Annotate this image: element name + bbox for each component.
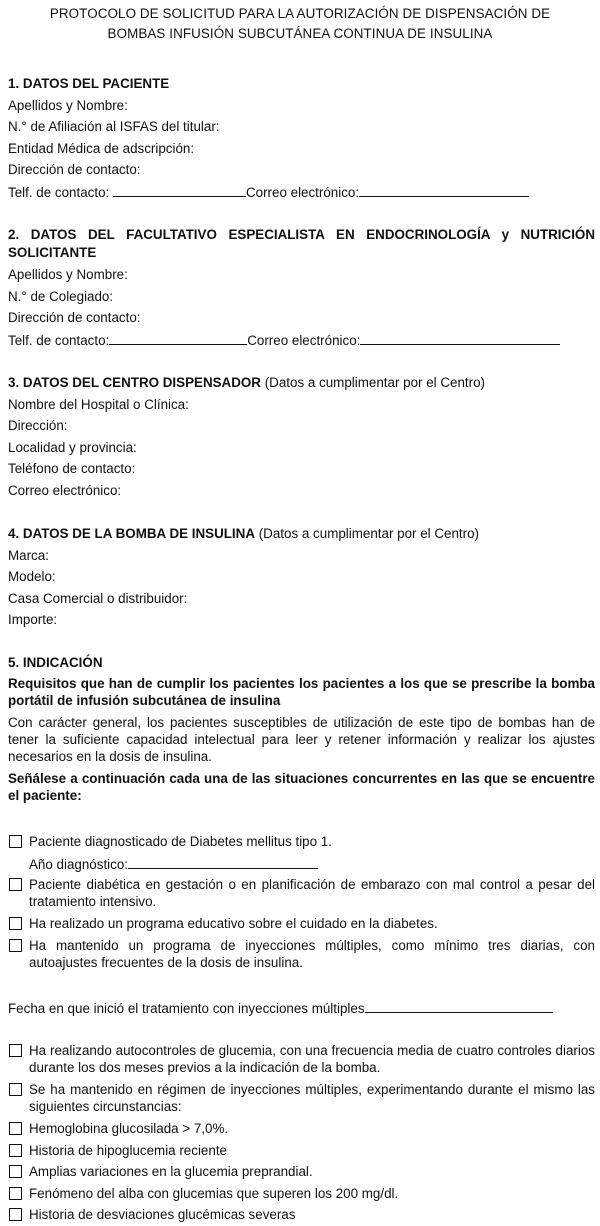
check-hba1c-label: Hemoglobina glucosilada > 7,0%. bbox=[29, 1121, 229, 1136]
check-dawn-phenomenon-label: Fenómeno del alba con glucemias que superen los 200 mg/dl. bbox=[29, 1186, 399, 1201]
patient-name-label: Apellidos y Nombre: bbox=[8, 98, 128, 113]
doctor-phone-label: Telf. de contacto: bbox=[8, 333, 110, 348]
section-5-heading: 5. INDICACIÓN bbox=[8, 655, 103, 670]
check-preprandial-variation[interactable] bbox=[9, 1165, 22, 1178]
section-4-heading-row bbox=[8, 525, 479, 542]
section-3-heading: 3. DATOS DEL CENTRO DISPENSADOR bbox=[8, 375, 261, 390]
check-glucose-self-monitoring-label: Ha realizando autocontroles de glucemia, con una frecuencia media de cuatro controles diarios durante los dos meses previos a la indicación de la bomba. bbox=[29, 1043, 595, 1076]
check-multiple-injection-regime[interactable] bbox=[9, 1083, 22, 1096]
patient-address-label: Dirección de contacto: bbox=[8, 162, 141, 177]
section-3-heading-row bbox=[8, 374, 485, 391]
pump-distributor-label: Casa Comercial o distribuidor: bbox=[8, 591, 188, 606]
patient-affiliation-label: N.° de Afiliación al ISFAS del titular: bbox=[8, 119, 220, 134]
check-multiple-injections[interactable] bbox=[9, 939, 22, 952]
doctor-email-field[interactable] bbox=[360, 331, 560, 345]
check-hypoglycemia-history[interactable] bbox=[9, 1144, 22, 1157]
instruction-text: Señálese a continuación cada una de las situaciones concurrentes en las que se encuentre el paciente: bbox=[8, 771, 595, 804]
center-address-label: Dirección: bbox=[8, 418, 68, 433]
section-4-note: (Datos a cumplimentar por el Centro) bbox=[255, 526, 480, 541]
year-diagnosis-row bbox=[29, 855, 318, 873]
section-3-note: (Datos a cumplimentar por el Centro) bbox=[260, 375, 485, 390]
check-severe-glycemic-deviations-label: Historia de desviaciones glucémicas severas bbox=[29, 1207, 296, 1222]
patient-phone-field[interactable] bbox=[113, 183, 246, 197]
center-phone-label: Teléfono de contacto: bbox=[8, 461, 136, 476]
check-education-program[interactable] bbox=[9, 917, 22, 930]
patient-phone-row bbox=[8, 183, 529, 201]
doctor-phone-field[interactable] bbox=[109, 331, 247, 345]
pump-brand-label: Marca: bbox=[8, 548, 49, 563]
year-diagnosis-label: Año diagnóstico: bbox=[29, 857, 129, 872]
pump-model-label: Modelo: bbox=[8, 569, 56, 584]
check-pregnancy[interactable] bbox=[9, 878, 22, 891]
check-preprandial-variation-label: Amplias variaciones en la glucemia preprandial. bbox=[29, 1164, 313, 1179]
patient-medical-entity-label: Entidad Médica de adscripción: bbox=[8, 141, 195, 156]
center-locality-label: Localidad y provincia: bbox=[8, 440, 137, 455]
check-glucose-self-monitoring[interactable] bbox=[9, 1044, 22, 1057]
start-date-label: Fecha en que inició el tratamiento con inyecciones múltiples bbox=[8, 1001, 365, 1016]
doctor-address-label: Dirección de contacto: bbox=[8, 310, 141, 325]
check-diabetes-type-1-label: Paciente diagnosticado de Diabetes mellitus tipo 1. bbox=[29, 834, 332, 849]
section-4-heading: 4. DATOS DE LA BOMBA DE INSULINA bbox=[8, 526, 255, 541]
doctor-license-label: N.° de Colegiado: bbox=[8, 289, 114, 304]
check-hypoglycemia-history-label: Historia de hipoglucemia reciente bbox=[29, 1143, 227, 1158]
patient-phone-label: Telf. de contacto: bbox=[8, 185, 113, 200]
general-requirements-text: Con carácter general, los pacientes susceptibles de utilización de este tipo de bombas han de tener la suficiente capacidad intelectual para leer y retener información y realizar los ajustes necesarios en la dosis de insulina. bbox=[8, 715, 595, 765]
check-dawn-phenomenon[interactable] bbox=[9, 1187, 22, 1200]
document-title-line-1: PROTOCOLO DE SOLICITUD PARA LA AUTORIZACIÓN DE DISPENSACIÓN DE bbox=[49, 6, 551, 21]
document-title-line-2: BOMBAS INFUSIÓN SUBCUTÁNEA CONTINUA DE INSULINA bbox=[107, 26, 493, 41]
doctor-phone-row bbox=[8, 331, 560, 349]
check-hba1c[interactable] bbox=[9, 1122, 22, 1135]
section-2-heading-line-2: SOLICITANTE bbox=[8, 245, 97, 260]
section-2-heading-line-1: 2. DATOS DEL FACULTATIVO ESPECIALISTA EN ENDOCRINOLOGÍA y NUTRICIÓN bbox=[8, 227, 595, 242]
center-hospital-label: Nombre del Hospital o Clínica: bbox=[8, 397, 189, 412]
requirements-heading: Requisitos que han de cumplir los pacientes los pacientes a los que se prescribe la bomba portátil de infusión subcutánea de insulina bbox=[8, 676, 595, 709]
pump-price-label: Importe: bbox=[8, 612, 58, 627]
patient-email-field[interactable] bbox=[359, 183, 529, 197]
doctor-email-label: Correo electrónico: bbox=[247, 333, 361, 348]
section-1-heading: 1. DATOS DEL PACIENTE bbox=[8, 76, 170, 91]
check-multiple-injection-regime-label: Se ha mantenido en régimen de inyecciones múltiples, experimentando durante el mismo las siguientes circunstancias: bbox=[29, 1082, 595, 1115]
check-severe-glycemic-deviations[interactable] bbox=[9, 1208, 22, 1221]
check-pregnancy-label: Paciente diabética en gestación o en planificación de embarazo con mal control a pesar del tratamiento intensivo. bbox=[29, 877, 595, 910]
check-multiple-injections-label: Ha mantenido un programa de inyecciones múltiples, como mínimo tres diarias, con autoajustes frecuentes de la dosis de insulina. bbox=[29, 938, 595, 971]
start-date-row bbox=[8, 999, 553, 1017]
doctor-name-label: Apellidos y Nombre: bbox=[8, 267, 128, 282]
check-education-program-label: Ha realizado un programa educativo sobre el cuidado en la diabetes. bbox=[29, 916, 438, 931]
patient-email-label: Correo electrónico: bbox=[245, 185, 360, 200]
start-date-field[interactable] bbox=[365, 999, 553, 1013]
center-email-label: Correo electrónico: bbox=[8, 483, 122, 498]
year-diagnosis-field[interactable] bbox=[128, 855, 318, 869]
check-diabetes-type-1[interactable] bbox=[9, 835, 22, 848]
